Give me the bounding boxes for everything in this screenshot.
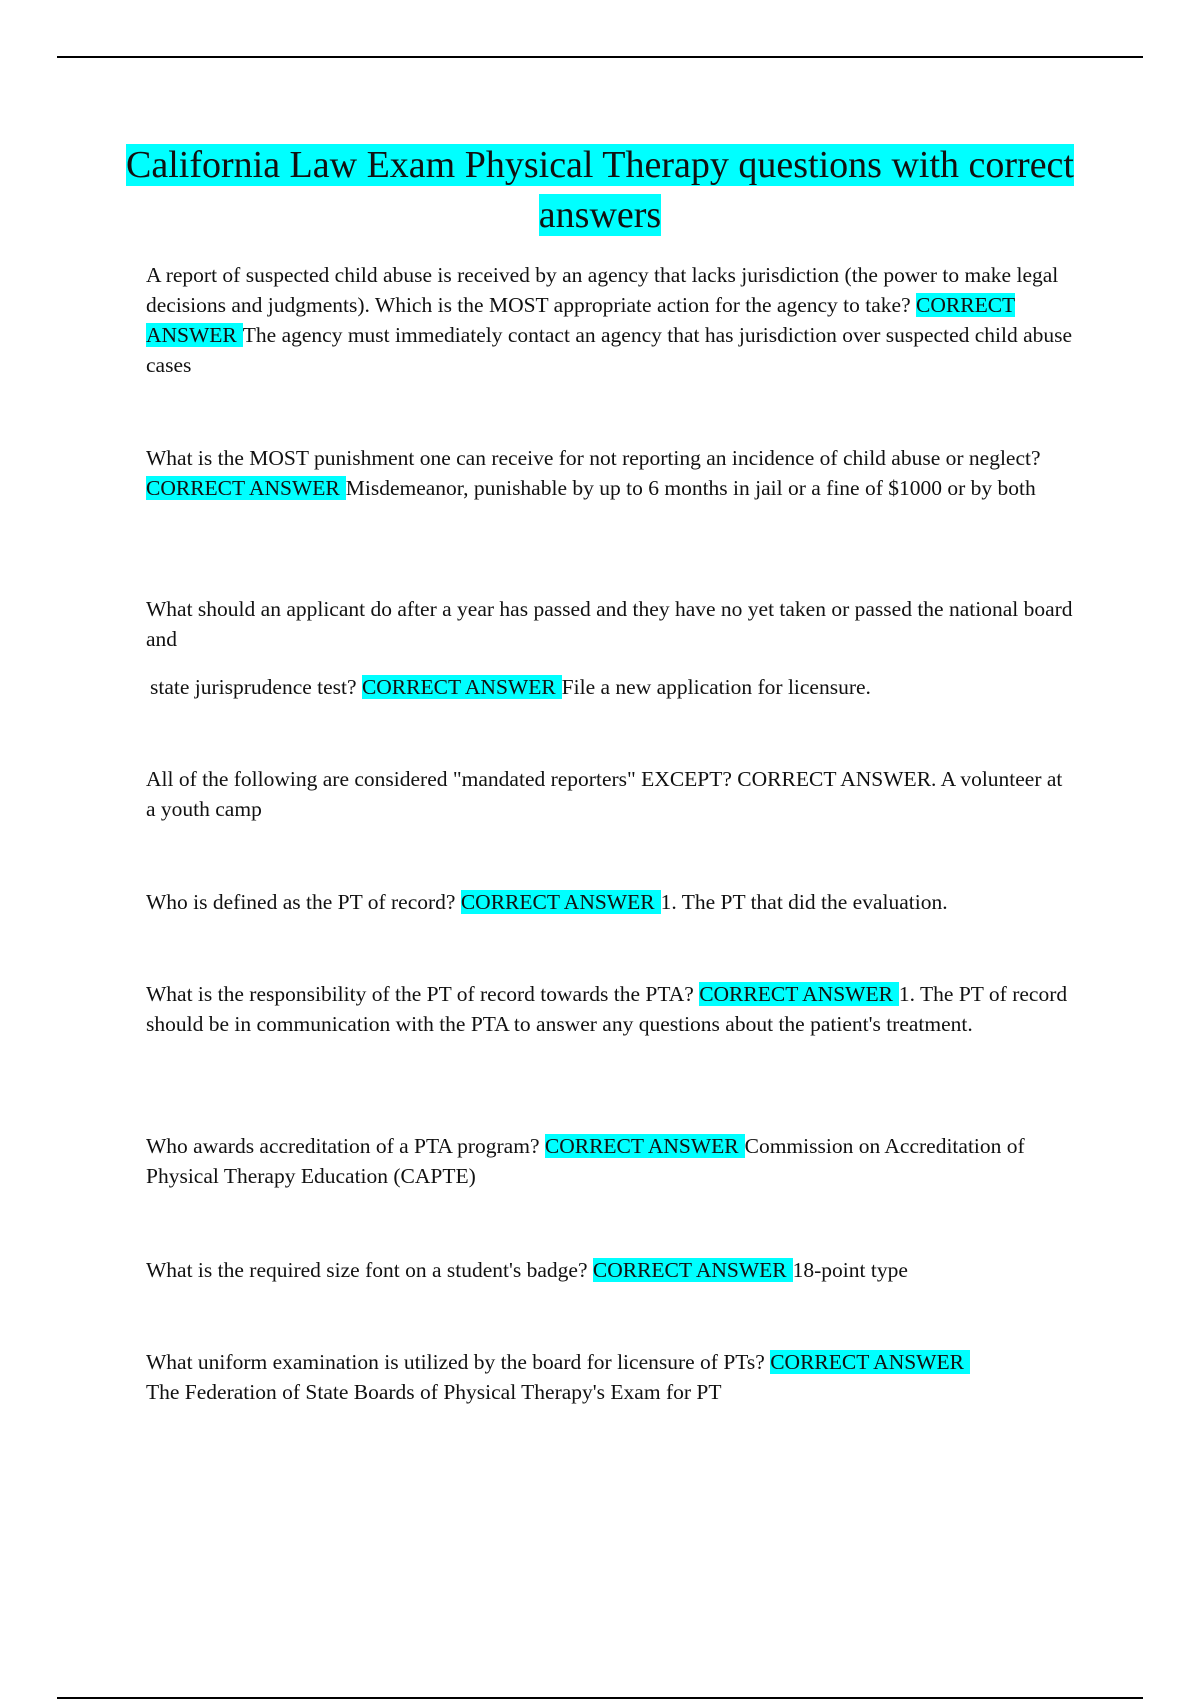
answer-text: 1. The PT that did the evaluation. xyxy=(660,890,948,914)
correct-answer-label: CORRECT ANSWER xyxy=(545,1134,745,1158)
question-text: What is the MOST punishment one can receive for not reporting an incidence of child abuse or neglect? xyxy=(146,446,1041,470)
question-text: Who is defined as the PT of record? xyxy=(146,890,456,914)
qa-item xyxy=(146,887,1076,917)
answer-text: 18-point type xyxy=(792,1258,908,1282)
document-title-text: California Law Exam Physical Therapy questions with correct answers xyxy=(126,144,1074,236)
correct-answer-label: CORRECT ANSWER xyxy=(770,1350,970,1374)
qa-item-continued xyxy=(150,672,1080,702)
qa-item xyxy=(146,764,1076,824)
answer-text: 1. The PT of record should be in communication with the PTA to answer any questions about the patient's treatment. xyxy=(146,982,1068,1036)
question-text: Who awards accreditation of a PTA program? xyxy=(146,1134,540,1158)
question-text: What should an applicant do after a year has passed and they have no yet taken or passed the national board and xyxy=(146,597,1073,651)
answer-text: Misdemeanor, punishable by up to 6 months in jail or a fine of $1000 or by both xyxy=(345,476,1036,500)
answer-text: File a new application for licensure. xyxy=(561,675,871,699)
qa-item xyxy=(146,1255,1076,1285)
qa-item xyxy=(146,443,1076,503)
correct-answer-label: CORRECT ANSWER xyxy=(593,1258,793,1282)
question-text: What is the responsibility of the PT of record towards the PTA? xyxy=(146,982,694,1006)
qa-item xyxy=(146,979,1076,1039)
qa-item xyxy=(146,1347,1076,1407)
qa-item xyxy=(146,260,1076,380)
answer-text: The agency must immediately contact an agency that has jurisdiction over suspected child abuse cases xyxy=(146,323,1073,377)
correct-answer-label: CORRECT ANSWER xyxy=(146,293,1016,347)
question-text-continued: state jurisprudence test? xyxy=(150,675,357,699)
document-title xyxy=(120,140,1080,240)
bottom-rule xyxy=(57,1697,1143,1699)
answer-text: Commission on Accreditation of Physical Therapy Education (CAPTE) xyxy=(146,1134,1025,1188)
qa-plain-text: All of the following are considered "mandated reporters" EXCEPT? CORRECT ANSWER. A volunteer at a youth camp xyxy=(146,767,1063,821)
qa-item xyxy=(146,1131,1076,1191)
question-text: What is the required size font on a student's badge? xyxy=(146,1258,588,1282)
correct-answer-label: CORRECT ANSWER xyxy=(362,675,562,699)
question-text: A report of suspected child abuse is received by an agency that lacks jurisdiction (the power to make legal decisions and judgments). Which is the MOST appropriate action for the agency to take? xyxy=(146,263,1059,317)
qa-item xyxy=(146,594,1076,654)
top-rule xyxy=(57,56,1143,58)
correct-answer-label: CORRECT ANSWER xyxy=(461,890,661,914)
correct-answer-label: CORRECT ANSWER xyxy=(699,982,899,1006)
question-text: What uniform examination is utilized by the board for licensure of PTs? xyxy=(146,1350,765,1374)
answer-text: The Federation of State Boards of Physical Therapy's Exam for PT xyxy=(146,1380,722,1404)
correct-answer-label: CORRECT ANSWER xyxy=(146,476,346,500)
